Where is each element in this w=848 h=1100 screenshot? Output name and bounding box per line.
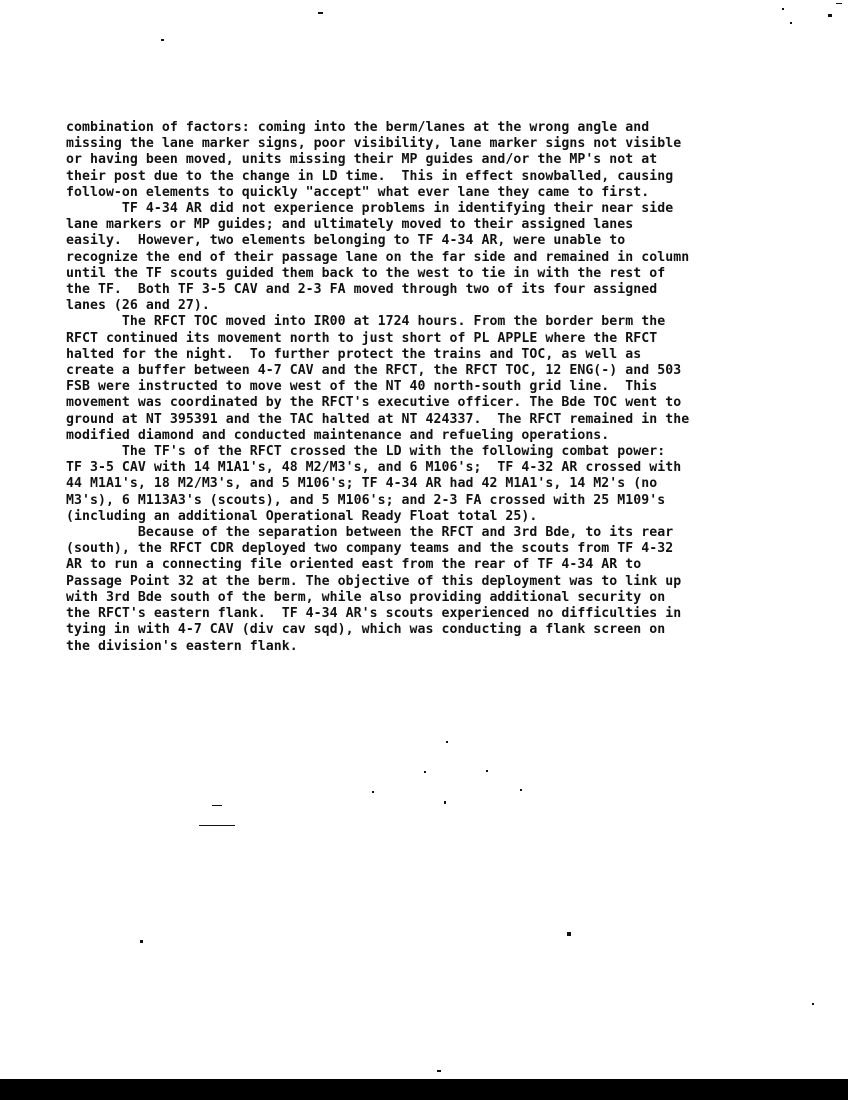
- scan-bottom-edge: [0, 1079, 848, 1100]
- text-line-25: (including an additional Operational Ready Float total 25).: [66, 508, 538, 524]
- scan-speck: [520, 789, 522, 791]
- text-line-3: or having been moved, units missing their MP guides and/or the MP's not at: [66, 152, 658, 168]
- text-line-24: M3's), 6 M113A3's (scouts), and 5 M106's; and 2-3 FA crossed with 25 M109's: [66, 492, 666, 508]
- text-line-10: until the TF scouts guided them back to the west to tie in with the rest of: [66, 265, 666, 281]
- text-line-28: AR to run a connecting file oriented east from the rear of TF 4-34 AR to: [66, 557, 642, 573]
- text-line-7: lane markers or MP guides; and ultimately moved to their assigned lanes: [66, 217, 634, 233]
- text-line-15: halted for the night. To further protect the trains and TOC, as well as: [66, 346, 642, 362]
- text-line-6: TF 4-34 AR did not experience problems in identifying their near side: [66, 201, 674, 217]
- text-line-30: with 3rd Bde south of the berm, while also providing additional security on: [66, 589, 666, 605]
- text-line-23: 44 M1A1's, 18 M2/M3's, and 5 M106's; TF 4-34 AR had 42 M1A1's, 14 M2's (no: [66, 476, 658, 492]
- scan-speck: [828, 14, 832, 17]
- text-line-16: create a buffer between 4-7 CAV and the RFCT, the RFCT TOC, 12 ENG(-) and 503: [66, 363, 682, 379]
- scan-speck: [790, 22, 792, 24]
- scan-speck: [446, 741, 448, 743]
- text-line-5: follow-on elements to quickly "accept" what ever lane they came to first.: [66, 184, 650, 200]
- text-line-17: FSB were instructed to move west of the NT 40 north-south grid line. This: [66, 379, 658, 395]
- text-line-2: missing the lane marker signs, poor visibility, lane marker signs not visible: [66, 136, 682, 152]
- scan-speck: [444, 801, 446, 804]
- scan-speck: [782, 8, 784, 10]
- text-line-9: recognize the end of their passage lane on the far side and remained in column: [66, 249, 690, 265]
- text-line-4: their post due to the change in LD time. This in effect snowballed, causing: [66, 168, 674, 184]
- text-line-14: RFCT continued its movement north to just short of PL APPLE where the RFCT: [66, 330, 658, 346]
- text-line-18: movement was coordinated by the RFCT's executive officer. The Bde TOC went to: [66, 395, 682, 411]
- text-line-13: The RFCT TOC moved into IR00 at 1724 hours. From the border berm the: [66, 314, 666, 330]
- scan-speck: [836, 3, 842, 4]
- text-line-33: the division's eastern flank.: [66, 638, 298, 654]
- scan-speck: [372, 791, 374, 793]
- text-line-20: modified diamond and conducted maintenance and refueling operations.: [66, 427, 610, 443]
- text-line-11: the TF. Both TF 3-5 CAV and 2-3 FA moved through two of its four assigned: [66, 282, 658, 298]
- text-line-21: The TF's of the RFCT crossed the LD with the following combat power:: [66, 444, 666, 460]
- scan-speck: [212, 805, 222, 806]
- document-body: [66, 120, 810, 655]
- text-line-8: easily. However, two elements belonging to TF 4-34 AR, were unable to: [66, 233, 626, 249]
- scan-speck: [567, 932, 571, 936]
- scan-speck: [424, 771, 426, 773]
- text-line-31: the RFCT's eastern flank. TF 4-34 AR's scouts experienced no difficulties in: [66, 606, 682, 622]
- text-line-29: Passage Point 32 at the berm. The objective of this deployment was to link up: [66, 573, 682, 589]
- scan-speck: [140, 940, 143, 943]
- text-line-22: TF 3-5 CAV with 14 M1A1's, 48 M2/M3's, and 6 M106's; TF 4-32 AR crossed with: [66, 460, 682, 476]
- scan-speck: [486, 770, 488, 772]
- text-line-1: combination of factors: coming into the berm/lanes at the wrong angle and: [66, 120, 650, 135]
- scan-speck: [437, 1070, 441, 1072]
- text-line-32: tying in with 4-7 CAV (div cav sqd), which was conducting a flank screen on: [66, 622, 666, 638]
- scan-speck: [199, 825, 235, 826]
- text-line-27: (south), the RFCT CDR deployed two company teams and the scouts from TF 4-32: [66, 541, 674, 557]
- text-line-26: Because of the separation between the RFCT and 3rd Bde, to its rear: [66, 525, 674, 541]
- scan-speck: [812, 1003, 814, 1005]
- scan-speck: [318, 12, 323, 14]
- text-line-12: lanes (26 and 27).: [66, 298, 210, 314]
- text-line-19: ground at NT 395391 and the TAC halted at NT 424337. The RFCT remained in the: [66, 411, 690, 427]
- scan-speck: [161, 39, 164, 41]
